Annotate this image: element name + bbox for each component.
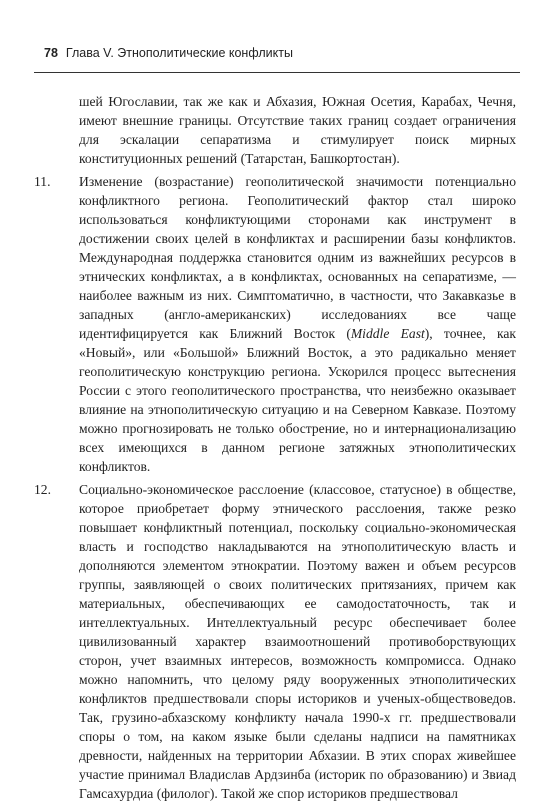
header-rule xyxy=(34,72,520,73)
continuation-paragraph: шей Югославии, так же как и Абхазия, Южная Осетия, Карабах, Чечня, имеют внешние границы. Отсутствие таких границ создает ограничения для эскалации сепаратизма и стимулирует поиск мирных конституционных решений (Татарстан, Башкортостан). xyxy=(79,94,516,166)
item-text-part: Изменение (возрастание) геополитической значимости потенциально конфликтного региона. Геополитический фактор стал широко использоваться конфликтующими сторонами как инструмент в достижении своих целей в конфликтах и расширении базы конфликтов. Международная поддержка становится одним из важнейших ресурсов в этнических конфликтах, а в конфликтах, основанных на сепаратизме, — наиболее важным из них. Симптоматично, в частности, что Закавказье в западных (англо-американских) исследованиях все чаще идентифицируется как Ближний Восток ( xyxy=(79,174,516,341)
item-number: 12. xyxy=(34,482,51,497)
item-text-part: ), точнее, как «Новый», или «Большой» Ближний Восток, а это радикально меняет геополитическую конструкцию региона. Ускорился процесс вытеснения России с этого геополитического пространства, что неизбежно оказывает влияние на этнополитическую ситуацию и на Северном Кавказе. Поэтому можно прогнозировать не только обострение, но и интернационализацию всех имеющихся в данном регионе затяжных этнополитических конфликтов. xyxy=(79,326,516,474)
item-text xyxy=(79,172,516,476)
item-text: Социально-экономическое расслоение (классовое, статусное) в обществе, которое приобретает форму этнического расслоения, также резко повышает конфликтный потенциал, поскольку социально-экономическая власть и господство накладываются на этнополитическую власть и дополняются элементом этнократии. Поэтому важен и объем ресурсов группы, заявляющей о своих политических притязаниях, причем как материальных, обеспечивающих ее самодостаточность, так и интеллектуальных. Интеллектуальный ресурс обеспечивает более цивилизованный характер взаимоотношений противоборствующих сторон, учет взаимных интересов, возможность компромисса. Однако можно напомнить, что целому ряду вооруженных этнополитических конфликтов предшествовали споры историков и ученых-обществоведов. Так, грузино-абхазскому конфликту начала 1990-х гг. предшествовали споры о том, на каком языке были сделаны надписи на памятниках древности, найденных на территории Абхазии. В этих спорах живейшее участие принимал Владислав Ардзинба (историк по образованию) и Звиад Гамсахурдиа (филолог). Такой же спор историков предшествовал xyxy=(79,482,516,801)
item-number: 11. xyxy=(34,174,51,189)
page-number: 78 xyxy=(44,46,58,60)
running-header xyxy=(44,46,293,60)
chapter-title: Глава V. Этнополитические конфликты xyxy=(65,46,293,60)
page-body xyxy=(34,92,516,803)
list-item-11 xyxy=(34,172,516,476)
italic-term: Middle East xyxy=(350,326,425,341)
list-item-12 xyxy=(34,480,516,803)
